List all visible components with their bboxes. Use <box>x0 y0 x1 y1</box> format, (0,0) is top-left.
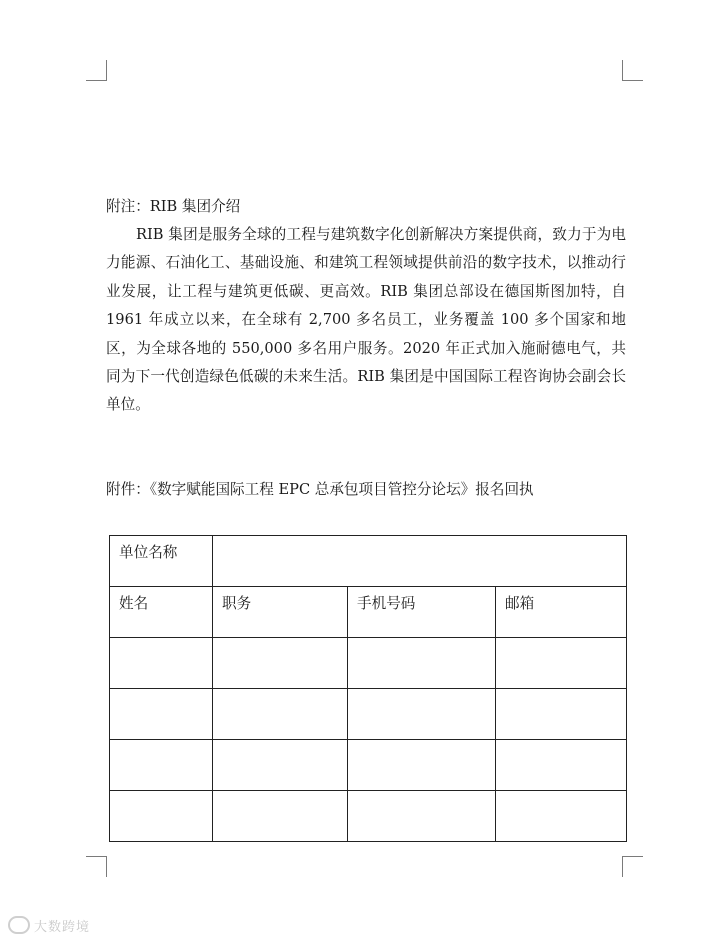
email-cell[interactable] <box>496 740 627 791</box>
email-cell[interactable] <box>496 689 627 740</box>
email-cell[interactable] <box>496 638 627 689</box>
column-header-position: 职务 <box>213 587 348 638</box>
header-row <box>110 587 627 638</box>
position-cell[interactable] <box>213 689 348 740</box>
column-header-phone: 手机号码 <box>348 587 496 638</box>
position-cell[interactable] <box>213 791 348 842</box>
phone-cell[interactable] <box>348 638 496 689</box>
table-row <box>110 791 627 842</box>
note-heading: 附注：RIB 集团介绍 <box>106 198 241 215</box>
position-cell[interactable] <box>213 638 348 689</box>
name-cell[interactable] <box>110 689 213 740</box>
table-row <box>110 689 627 740</box>
company-intro-paragraph: RIB 集团是服务全球的工程与建筑数字化创新解决方案提供商，致力于为电力能源、石油化工、基础设施、和建筑工程领域提供前沿的数字技术，以推动行业发展，让工程与建筑更低碳、更高效。RIB 集团总部设在德国斯图加特，自 1961 年成立以来，在全球有 2,700 多名员工，业务覆盖 100 多个国家和地区，为全球各地的 550,000 多名用户服务。2020 年正式加入施耐德电气，共同为下一代创造绿色低碳的未来生活。RIB 集团是中国国际工程咨询协会副会长单位。 <box>106 226 626 414</box>
table-row <box>110 638 627 689</box>
watermark <box>8 916 90 935</box>
unit-name-label: 单位名称 <box>110 536 213 587</box>
name-cell[interactable] <box>110 791 213 842</box>
phone-cell[interactable] <box>348 740 496 791</box>
watermark-text: 大数跨境 <box>34 920 91 935</box>
column-header-name: 姓名 <box>110 587 213 638</box>
email-cell[interactable] <box>496 791 627 842</box>
page-corner-mark-bottom-right <box>622 856 643 877</box>
name-cell[interactable] <box>110 638 213 689</box>
registration-reply-form <box>109 535 627 842</box>
column-header-email: 邮箱 <box>496 587 627 638</box>
page-corner-mark-top-left <box>86 60 107 81</box>
name-cell[interactable] <box>110 740 213 791</box>
unit-row <box>110 536 627 587</box>
watermark-logo-icon <box>8 916 30 934</box>
attachment-heading: 附件：《数字赋能国际工程 EPC 总承包项目管控分论坛》报名回执 <box>106 481 534 498</box>
table-row <box>110 740 627 791</box>
phone-cell[interactable] <box>348 689 496 740</box>
phone-cell[interactable] <box>348 791 496 842</box>
position-cell[interactable] <box>213 740 348 791</box>
page-corner-mark-top-right <box>622 60 643 81</box>
unit-name-field[interactable] <box>213 536 627 587</box>
page-corner-mark-bottom-left <box>86 856 107 877</box>
